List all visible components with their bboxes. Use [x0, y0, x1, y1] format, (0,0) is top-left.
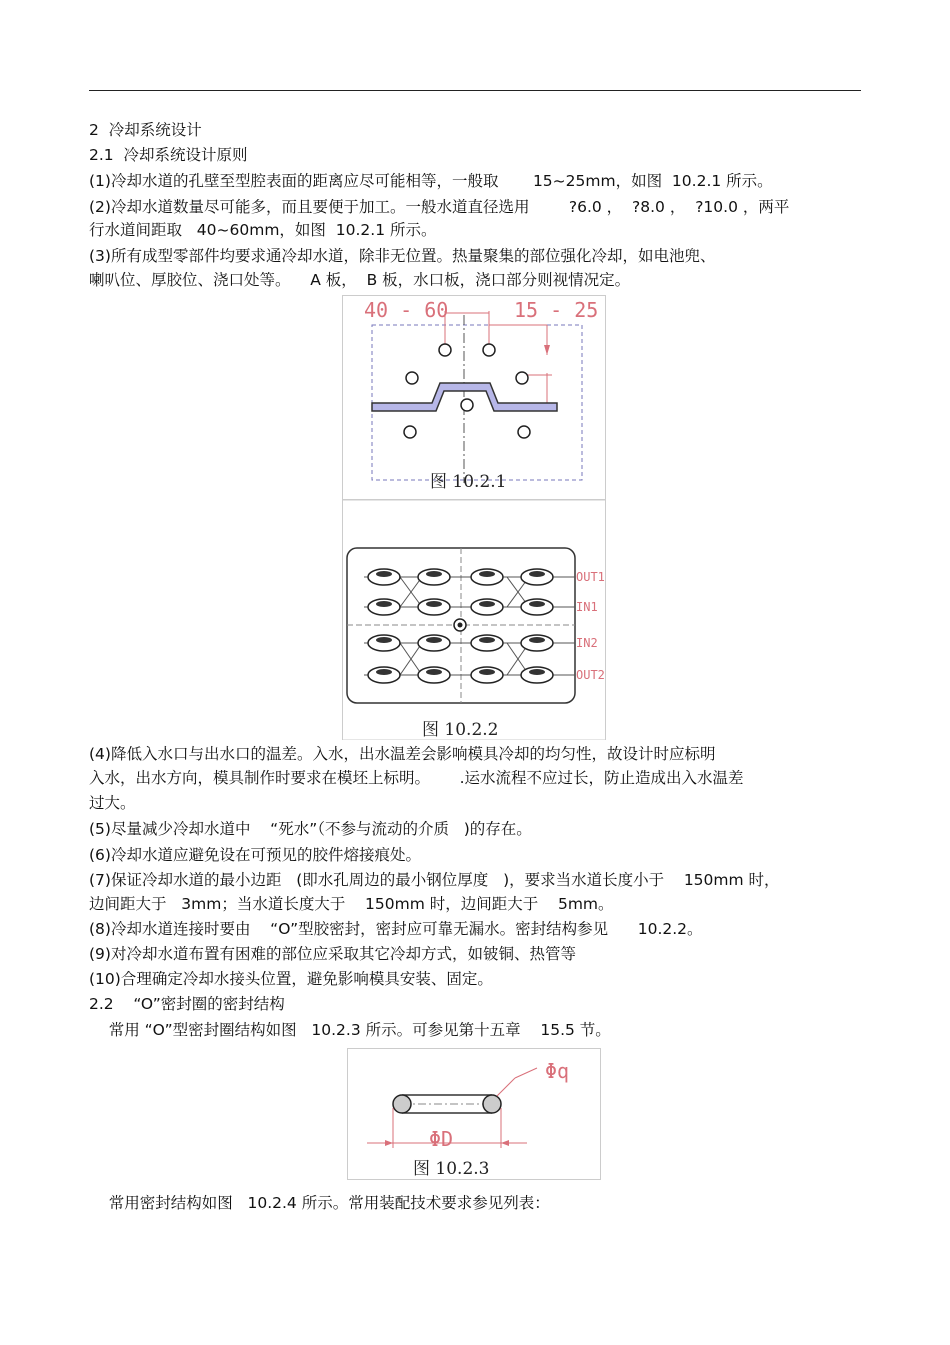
label-out1: OUT1 [576, 570, 605, 584]
section-heading: 2 冷却系统设计 [89, 121, 202, 139]
paragraph-line: 常用密封结构如图 10.2.4 所示。常用装配技术要求参见列表： [89, 1194, 550, 1212]
paragraph-line: (9)对冷却水道布置有困难的部位应采取其它冷却方式，如铍铜、热管等 [89, 945, 576, 963]
paragraph-line: 常用 “O”型密封圈结构如图 10.2.3 所示。可参见第十五章 15.5 节。 [89, 1021, 611, 1039]
paragraph-line: (5)尽量减少冷却水道中 “死水”（不参与流动的介质 )的存在。 [89, 820, 532, 838]
paragraph-line: 入水，出水方向，模具制作时要求在模坯上标明。 .运水流程不应过长，防止造成出入水温差 [89, 769, 744, 787]
subsection-heading: 2.2 “O”密封圈的密封结构 [89, 995, 285, 1013]
label-in1: IN1 [576, 600, 598, 614]
paragraph-line: 过大。 [89, 794, 136, 812]
subsection-heading: 2.1 冷却系统设计原则 [89, 146, 248, 164]
figure-caption: 图 10.2.1 [430, 472, 507, 492]
label-in2: IN2 [576, 636, 598, 650]
paragraph-line: (6)冷却水道应避免设在可预见的胶件熔接痕处。 [89, 846, 421, 864]
paragraph-line: (2)冷却水道数量尽可能多，而且要便于加工。一般水道直径选用 ?6.0 ， ?8.0 ， ?10.0 ，两平 [89, 198, 790, 216]
figure-10-2-3 [347, 1048, 601, 1180]
paragraph-line: (7)保证冷却水道的最小边距 (即水孔周边的最小钢位厚度 )，要求当水道长度小于 150mm 时， [89, 871, 780, 889]
figure-caption: 图 10.2.2 [422, 720, 499, 740]
paragraph-line: (8)冷却水道连接时要由 “O”型胶密封，密封应可靠无漏水。密封结构参见 10.2.2。 [89, 920, 703, 938]
dim-label-outer: ΦD [429, 1127, 454, 1151]
label-out2: OUT2 [576, 668, 605, 682]
paragraph-line: 喇叭位、厚胶位、浇口处等。 A 板， B 板，水口板，浇口部分则视情况定。 [89, 271, 631, 289]
figure-10-2-1 [342, 295, 606, 500]
figure-10-2-2 [342, 500, 606, 740]
dim-label-15-25: 15 - 25 [514, 298, 599, 322]
figure-caption: 图 10.2.3 [413, 1159, 490, 1179]
paragraph-line: (10)合理确定冷却水接头位置，避免影响模具安装、固定。 [89, 970, 493, 988]
paragraph-line: (3)所有成型零部件均要求通冷却水道，除非无位置。热量聚集的部位强化冷却，如电池兜、 [89, 247, 716, 265]
paragraph-line: (4)降低入水口与出水口的温差。入水，出水温差会影响模具冷却的均匀性，故设计时应标明 [89, 745, 716, 763]
paragraph-line: 行水道间距取 40~60mm，如图 10.2.1 所示。 [89, 221, 437, 239]
dim-label-40-60: 40 - 60 [364, 298, 449, 322]
header-rule [89, 90, 861, 91]
paragraph-line: (1)冷却水道的孔壁至型腔表面的距离应尽可能相等，一般取 15~25mm，如图 10.2.1 所示。 [89, 172, 773, 190]
dim-label-wire: Φq [545, 1059, 570, 1083]
paragraph-line: 边间距大于 3mm；当水道长度大于 150mm 时，边间距大于 5mm。 [89, 895, 614, 913]
